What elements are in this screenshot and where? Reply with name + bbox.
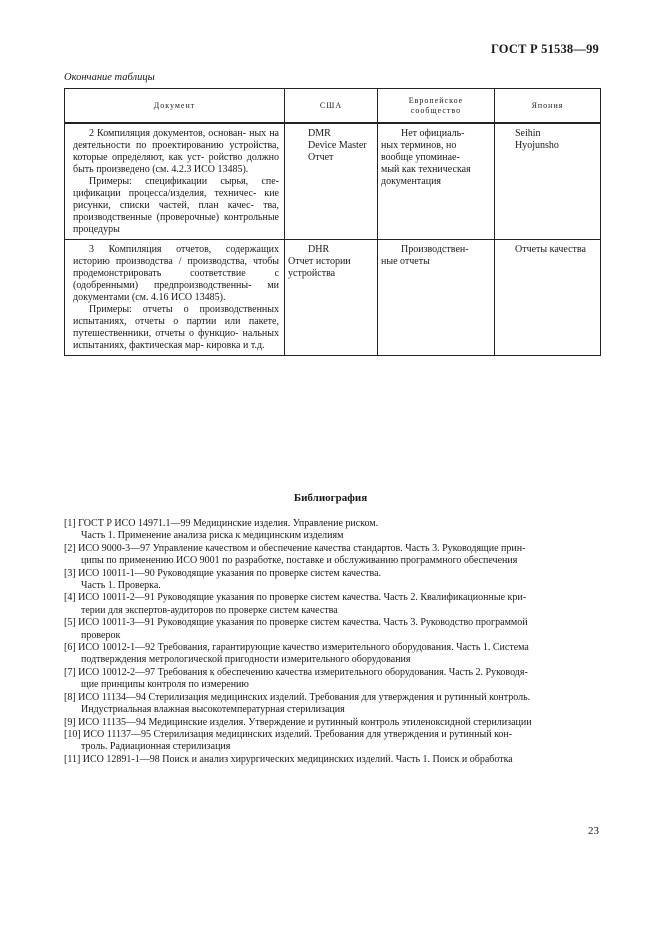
- bibliography-entry: [2] ИСО 9000-3—97 Управление качеством и обеспечение качества стандартов. Часть 3. Руководящие прин-: [64, 542, 526, 554]
- text-line: устройства, которые определяют, как уст-: [73, 140, 279, 163]
- text-line: кировка и т.д.: [206, 340, 265, 351]
- text-line: вообще упоминае-: [381, 152, 460, 163]
- header-eu-line: Европейское: [408, 95, 464, 105]
- cell-japan: [495, 123, 601, 240]
- bibliography-entry: [4] ИСО 10011-2—91 Руководящие указания по проверке систем качества. Часть 2. Квалификационные кри-: [64, 592, 527, 604]
- text-line: Производствен-: [401, 244, 469, 255]
- bibliography-title: Библиография: [293, 492, 368, 504]
- header-japan: Япония: [495, 89, 601, 124]
- text-line: историю производства / производства,: [73, 256, 247, 267]
- text-line: Отчет: [308, 152, 334, 163]
- cell-document: [65, 123, 285, 240]
- text-line: 2 Компиляция документов, основан-: [89, 128, 247, 139]
- text-line: цификации процесса/изделия, техничес-: [73, 188, 257, 199]
- text-line: DHR: [308, 244, 330, 255]
- text-line: документация: [381, 176, 442, 187]
- text-line: Device Master: [308, 140, 367, 151]
- text-line: испытаниях, отчеты о партии или пакете,: [73, 316, 279, 327]
- cell-japan: [495, 240, 601, 356]
- text-line: ные отчеты: [381, 256, 430, 267]
- text-line: Отчеты качества: [515, 244, 586, 255]
- text-line: контрольные процедуры: [73, 212, 279, 235]
- text-line: Отчет истории: [288, 256, 351, 267]
- header-eu-line: сообщество: [410, 105, 462, 115]
- table-row: [65, 240, 601, 356]
- text-line: ных терминов, но: [381, 140, 457, 151]
- text-line: чтобы продемонстрировать соответствие: [73, 256, 280, 279]
- text-line: путешественники, отчеты о функцио-: [73, 328, 239, 339]
- bibliography-entry: [10] ИСО 11137—95 Стерилизация медицинских изделий. Требования для утверждения и рутинный кон-: [64, 728, 513, 740]
- document-code: ГОСТ Р 51538—99: [490, 42, 599, 56]
- text-line: Hyojunsho: [515, 140, 559, 151]
- text-line: ных на деятельности по проектированию: [73, 128, 279, 151]
- page-number: 23: [588, 825, 599, 837]
- bibliography-entry: [1] ГОСТ Р ИСО 14971.1—99 Медицинские изделия. Управление риском.: [64, 518, 379, 529]
- text-line: Seihin: [515, 128, 541, 139]
- header-document: Документ: [65, 89, 285, 124]
- table-header-row: [65, 89, 601, 124]
- bibliography-entry-continuation: подтверждения метрологической пригодности измерительного оборудования: [81, 654, 411, 666]
- bibliography-entry-continuation: Часть 1. Проверка.: [81, 580, 161, 592]
- cell-document: [65, 240, 285, 356]
- bibliography-entry: [11] ИСО 12891-1—98 Поиск и анализ хирургических медицинских изделий. Часть 1. Поиск и обработка: [64, 753, 513, 765]
- bibliography-entry: [6] ИСО 10012-1—92 Требования, гарантирующие качество измерительного оборудования. Часть 1. Система: [64, 642, 529, 654]
- bibliography-entry-continuation: троль. Радиационная стерилизация: [81, 741, 231, 753]
- text-line: DMR: [308, 128, 331, 139]
- bibliography-entry-continuation: Индустриальная влажная высокотемпературная стерилизация: [81, 704, 345, 716]
- bibliography-entry: [7] ИСО 10012-2—97 Требования к обеспечению качества измерительного оборудования. Часть 2. Руководя-: [64, 666, 528, 678]
- text-line: 3 Компиляция отчетов, содержащих: [89, 244, 279, 255]
- paragraph: [73, 304, 279, 352]
- header-usa: США: [285, 89, 378, 124]
- bibliography-entry: [5] ИСО 10011-3—91 Руководящие указания по проверке систем качества. Часть 3. Руководство программой: [64, 617, 528, 629]
- table-caption: Окончание таблицы: [64, 72, 155, 83]
- bibliography-entry-continuation: ципы по применению ИСО 9001 по разработке, поставке и обслуживанию программного обеспечения: [81, 555, 518, 567]
- text-line: тва, производственные (проверочные): [73, 200, 279, 223]
- text-line: устройства: [288, 268, 336, 279]
- text-line: Нет официаль-: [401, 128, 465, 139]
- bibliography-entry-continuation: проверок: [81, 629, 121, 641]
- text-line: нальных испытаниях, фактическая мар-: [73, 328, 279, 351]
- document-comparison-table: [64, 88, 601, 356]
- text-line: Примеры: отчеты о производственных: [89, 304, 279, 315]
- bibliography-list: [64, 518, 600, 766]
- cell-eu: [378, 123, 495, 240]
- text-line: ми документами (см. 4.16 ИСО 13485).: [73, 280, 280, 303]
- bibliography-entry-continuation: Часть 1. Применение анализа риска к медицинским изделиям: [81, 530, 344, 542]
- cell-usa: [285, 240, 378, 356]
- text-line: 4.2.3 ИСО 13485).: [171, 164, 249, 175]
- cell-usa: [285, 123, 378, 240]
- bibliography-entry: [8] ИСО 11134—94 Стерилизация медицинских изделий. Требования для утверждения и рутинный контроль.: [64, 691, 531, 703]
- header-eu: [378, 89, 495, 124]
- paragraph: [73, 176, 279, 236]
- text-line: Примеры: спецификации сырья, спе-: [89, 176, 279, 187]
- bibliography-entry: [3] ИСО 10011-1—90 Руководящие указания по проверке систем качества.: [64, 567, 382, 579]
- text-line: с (одобренными) предпроизводственны-: [73, 268, 280, 291]
- table-row: [65, 123, 601, 240]
- paragraph: [73, 128, 279, 176]
- bibliography-entry-continuation: терии для экспертов-аудиторов по проверке систем качества: [81, 604, 338, 616]
- text-line: ройство должно быть произведено (см.: [73, 152, 279, 175]
- cell-eu: [378, 240, 495, 356]
- text-line: мый как техническая: [381, 164, 471, 175]
- bibliography-entry: [9] ИСО 11135—94 Медицинские изделия. Утверждение и рутинный контроль этиленоксидной стерилизации: [64, 716, 532, 728]
- text-line: кие рисунки, списки частей, план качес-: [73, 188, 279, 211]
- bibliography-entry-continuation: щие принципы контроля по измерению: [81, 679, 249, 691]
- paragraph: [73, 244, 279, 304]
